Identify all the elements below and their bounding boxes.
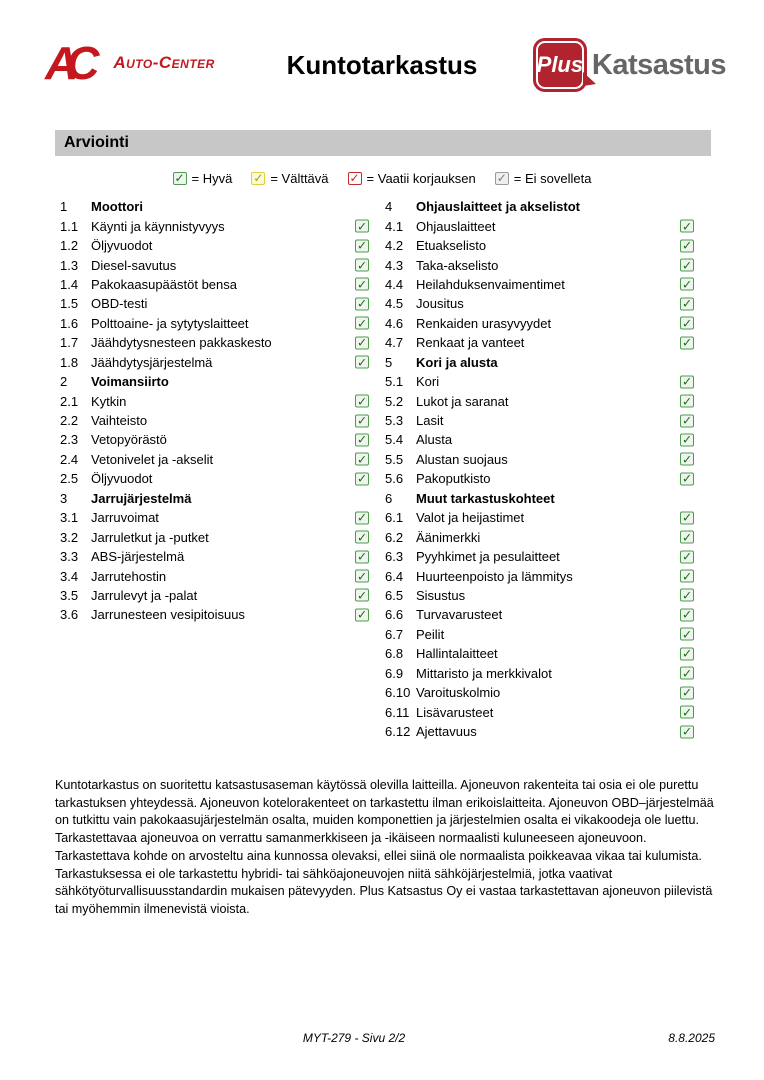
item-label: Öljyvuodot <box>91 238 153 254</box>
item-number: 4 <box>385 199 393 215</box>
item-number: 1.2 <box>60 238 79 254</box>
item-label: Heilahduksenvaimentimet <box>416 276 565 292</box>
item-number: 6.9 <box>385 665 404 681</box>
plus-badge-text: Plus <box>536 52 584 77</box>
item-number: 3 <box>60 490 68 506</box>
item-label: Jäähdytysnesteen pakkaskesto <box>91 335 272 351</box>
item-number: 1.4 <box>60 276 79 292</box>
checklist-item-row <box>385 683 707 702</box>
item-label: Vetonivelet ja -akselit <box>91 451 214 467</box>
item-number: 4.2 <box>385 238 404 254</box>
item-label: Renkaat ja vanteet <box>416 335 525 351</box>
good-check-icon: ✓ <box>681 530 693 545</box>
repair-check-icon: ✓ <box>349 171 360 185</box>
good-check-icon: ✓ <box>356 530 368 545</box>
checklist-item-row <box>60 314 382 333</box>
item-label: Ohjauslaitteet <box>416 218 496 234</box>
good-check-icon: ✓ <box>356 238 368 253</box>
item-label: Taka-akselisto <box>416 257 499 273</box>
checklist-item-row <box>60 605 382 624</box>
item-number: 6.12 <box>385 724 411 740</box>
checklist-item-row <box>385 702 707 721</box>
section-header-row <box>60 197 382 216</box>
item-label: Jarruvoimat <box>91 510 159 526</box>
checklist-item-row <box>385 314 707 333</box>
item-label: Jarrujärjestelmä <box>91 490 192 506</box>
item-number: 4.6 <box>385 315 404 331</box>
good-check-icon: ✓ <box>356 413 368 428</box>
item-number: 6.2 <box>385 529 404 545</box>
item-label: Pyyhkimet ja pesulaitteet <box>416 549 560 565</box>
item-number: 6.4 <box>385 568 404 584</box>
good-check-icon: ✓ <box>356 471 368 486</box>
legend-label: = Hyvä <box>191 170 233 186</box>
item-number: 1.8 <box>60 354 79 370</box>
good-check-icon: ✓ <box>681 316 693 331</box>
item-label: Jarrulevyt ja -palat <box>91 587 198 603</box>
good-check-icon: ✓ <box>681 452 693 467</box>
legend-item <box>348 171 476 186</box>
good-check-icon: ✓ <box>356 452 368 467</box>
item-number: 2 <box>60 374 68 390</box>
footer-date: 8.8.2025 <box>668 1031 715 1045</box>
good-check-icon: ✓ <box>681 394 693 409</box>
item-label: Sisustus <box>416 587 466 603</box>
item-label: Vetopyörästö <box>91 432 167 448</box>
legend <box>0 169 764 187</box>
item-number: 6.11 <box>385 704 410 720</box>
footer-doc-ref: MYT-279 - Sivu 2/2 <box>302 1031 406 1045</box>
checklist-item-row <box>385 411 707 430</box>
checklist-item-row <box>385 216 707 235</box>
legend-item <box>495 171 592 186</box>
item-number: 1.6 <box>60 315 79 331</box>
item-label: ABS-järjestelmä <box>91 549 185 565</box>
checklist-item-row <box>385 586 707 605</box>
item-number: 2.3 <box>60 432 79 448</box>
item-number: 3.2 <box>60 529 79 545</box>
good-check-icon: ✓ <box>681 374 693 389</box>
legend-item <box>251 171 328 186</box>
item-label: Etuakselisto <box>416 238 487 254</box>
arviointi-section-bar <box>55 130 711 156</box>
checklist-item-row <box>385 255 707 274</box>
item-number: 4.4 <box>385 276 404 292</box>
good-check-icon: ✓ <box>356 394 368 409</box>
good-check-icon: ✓ <box>681 549 693 564</box>
good-check-icon: ✓ <box>681 646 693 661</box>
checklist-item-row <box>60 333 382 352</box>
item-number: 6.3 <box>385 549 404 565</box>
item-number: 6.6 <box>385 607 404 623</box>
plus-katsastus-logo <box>533 38 726 92</box>
legend-item <box>173 171 233 186</box>
item-number: 3.5 <box>60 587 79 603</box>
good-check-icon: ✓ <box>681 238 693 253</box>
good-check-icon: ✓ <box>681 296 693 311</box>
item-label: Äänimerkki <box>416 529 481 545</box>
checklist-item-row <box>60 275 382 294</box>
item-label: Alusta <box>416 432 453 448</box>
item-number: 4.1 <box>385 218 404 234</box>
checklist-item-row <box>385 275 707 294</box>
item-label: Peilit <box>416 626 445 642</box>
checklist-item-row <box>60 353 382 372</box>
good-check-icon: ✓ <box>681 569 693 584</box>
disclaimer-text: Kuntotarkastus on suoritettu katsastusaseman käytössä olevilla laitteilla. Ajoneuvon rakenteita tai osia ei ole purettu tarkastuksen yhteydessä. Ajoneuvon kotelorakenteet on tarkastettu ilman erikoislaitteita. Ajoneuvon OBD–järjestelmää on tutkittu vain pakokaasujärjestelmän osalta, muiden komponettien ja järjestelmien osalta ei vikakoodeja ole luettu. Tarkastettavaa ajoneuvoa on verrattu samanmerkkiseen ja -ikäiseen normaalisti kuluneeseen ajoneuvoon. Tarkastettava kohde on arvosteltu aina kunnossa olevaksi, ellei siinä ole normaalista poikkeavaa vikaa tai kulumista. Tarkastuksessa ei ole tarkastettu hybridi- tai sähköajoneuvojen niitä sähköjärjestelmiä, jotka vaativat sähkötyöturvallisuusstandardin mukaisen pätevyyden. Plus Katsastus Oy ei vastaa tarkastettavan ajoneuvon piilevistä tai myöhemmin ilmenevistä vioista. <box>55 778 714 916</box>
item-label: Pakoputkisto <box>416 471 491 487</box>
item-number: 1.3 <box>60 257 79 273</box>
section-header-row <box>60 489 382 508</box>
item-label: Kori ja alusta <box>416 354 498 370</box>
good-check-icon: ✓ <box>681 705 693 720</box>
good-check-icon: ✓ <box>356 258 368 273</box>
item-label: Jousitus <box>416 296 464 312</box>
item-number: 2.5 <box>60 471 79 487</box>
item-label: Huurteenpoisto ja lämmitys <box>416 568 573 584</box>
legend-label: = Välttävä <box>270 170 329 186</box>
item-label: Alustan suojaus <box>416 451 508 467</box>
item-label: Kori <box>416 374 440 390</box>
plus-badge-icon <box>533 38 587 92</box>
good-check-icon: ✓ <box>356 355 368 370</box>
checklist-item-row <box>385 333 707 352</box>
good-check-icon: ✓ <box>681 627 693 642</box>
item-number: 3.4 <box>60 568 79 584</box>
checklist-item-row <box>60 391 382 410</box>
checklist-item-row <box>60 527 382 546</box>
item-number: 2.2 <box>60 413 79 429</box>
good-check-icon: ✓ <box>356 510 368 525</box>
item-label: Lukot ja saranat <box>416 393 509 409</box>
checklist-item-row <box>60 547 382 566</box>
item-label: Jarrunesteen vesipitoisuus <box>91 607 245 623</box>
checklist-item-row <box>385 547 707 566</box>
item-label: Jarruletkut ja -putket <box>91 529 209 545</box>
item-number: 2.4 <box>60 451 79 467</box>
item-label: Valot ja heijastimet <box>416 510 525 526</box>
item-label: Lisävarusteet <box>416 704 494 720</box>
good-check-icon: ✓ <box>681 685 693 700</box>
good-check-icon: ✓ <box>681 258 693 273</box>
checklist-item-row <box>385 664 707 683</box>
checklist-item-row <box>60 255 382 274</box>
section-header-row <box>60 372 382 391</box>
good-check-icon: ✓ <box>356 335 368 350</box>
item-number: 5 <box>385 354 393 370</box>
checklist-item-row <box>385 566 707 585</box>
good-check-icon: ✓ <box>356 588 368 603</box>
good-check-icon: ✓ <box>356 569 368 584</box>
item-label: Varoituskolmio <box>416 685 501 701</box>
checklist-column-2 <box>385 197 707 741</box>
checklist-item-row <box>60 450 382 469</box>
checklist-item-row <box>60 508 382 527</box>
section-header-row <box>385 197 707 216</box>
item-label: Käynti ja käynnistyvyys <box>91 218 225 234</box>
checklist-item-row <box>385 236 707 255</box>
item-label: Kytkin <box>91 393 127 409</box>
checklist-item-row <box>385 508 707 527</box>
good-check-icon: ✓ <box>356 316 368 331</box>
section-header-row <box>385 353 707 372</box>
item-number: 5.4 <box>385 432 404 448</box>
item-number: 1.7 <box>60 335 79 351</box>
checklist-item-row <box>385 527 707 546</box>
item-number: 5.3 <box>385 413 404 429</box>
item-label: Jäähdytysjärjestelmä <box>91 354 213 370</box>
item-label: Öljyvuodot <box>91 471 153 487</box>
item-number: 4.5 <box>385 296 404 312</box>
good-check-icon: ✓ <box>356 219 368 234</box>
item-number: 2.1 <box>60 393 79 409</box>
legend-label: = Ei sovelleta <box>513 170 592 186</box>
item-label: Muut tarkastuskohteet <box>416 490 555 506</box>
item-label: Hallintalaitteet <box>416 646 498 662</box>
checklist-item-row <box>60 216 382 235</box>
good-check-icon: ✓ <box>681 335 693 350</box>
good-check-icon: ✓ <box>356 607 368 622</box>
checklist-item-row <box>385 469 707 488</box>
item-number: 1 <box>60 199 68 215</box>
section-header-row <box>385 489 707 508</box>
item-number: 3.3 <box>60 549 79 565</box>
good-check-icon: ✓ <box>681 588 693 603</box>
item-number: 6 <box>385 490 393 506</box>
item-number: 4.7 <box>385 335 404 351</box>
good-check-icon: ✓ <box>356 296 368 311</box>
item-label: Ohjauslaitteet ja akselistot <box>416 199 581 215</box>
item-label: Diesel-savutus <box>91 257 177 273</box>
good-check-icon: ✓ <box>681 666 693 681</box>
good-check-icon: ✓ <box>174 171 185 185</box>
checklist-item-row <box>60 294 382 313</box>
item-number: 5.6 <box>385 471 404 487</box>
checklist-item-row <box>385 625 707 644</box>
checklist-column-1 <box>60 197 382 625</box>
item-label: Voimansiirto <box>91 374 169 390</box>
item-number: 6.7 <box>385 626 404 642</box>
checklist-item-row <box>385 644 707 663</box>
katsastus-logo-text: Katsastus <box>591 48 726 81</box>
item-number: 6.10 <box>385 685 411 701</box>
page-title: Kuntotarkastus <box>286 50 478 80</box>
checklist-item-row <box>60 586 382 605</box>
item-number: 6.5 <box>385 587 404 603</box>
item-number: 6.8 <box>385 646 404 662</box>
item-number: 5.5 <box>385 451 404 467</box>
item-number: 1.1 <box>60 218 79 234</box>
checklist-item-row <box>385 391 707 410</box>
section-bar-title: Arviointi <box>64 134 129 151</box>
good-check-icon: ✓ <box>356 549 368 564</box>
good-check-icon: ✓ <box>681 607 693 622</box>
item-label: Moottori <box>91 199 143 215</box>
item-label: Mittaristo ja merkkivalot <box>416 665 552 681</box>
item-label: Lasit <box>416 413 444 429</box>
good-check-icon: ✓ <box>681 510 693 525</box>
good-check-icon: ✓ <box>681 277 693 292</box>
checklist-item-row <box>60 566 382 585</box>
checklist-item-row <box>385 605 707 624</box>
checklist-item-row <box>60 430 382 449</box>
checklist-item-row <box>60 236 382 255</box>
item-label: Turvavarusteet <box>416 607 503 623</box>
item-number: 3.1 <box>60 510 79 526</box>
item-number: 6.1 <box>385 510 404 526</box>
item-number: 4.3 <box>385 257 404 273</box>
item-number: 5.1 <box>385 374 404 390</box>
checklist-item-row <box>385 450 707 469</box>
item-number: 3.6 <box>60 607 79 623</box>
legend-label: = Vaatii korjauksen <box>366 170 476 186</box>
item-label: Pakokaasupäästöt bensa <box>91 276 237 292</box>
good-check-icon: ✓ <box>356 432 368 447</box>
checklist-item-row <box>60 411 382 430</box>
good-check-icon: ✓ <box>681 471 693 486</box>
auto-center-logo-text: Auto-Center <box>113 53 215 72</box>
ac-logo-icon: AC <box>45 37 88 89</box>
good-check-icon: ✓ <box>681 219 693 234</box>
good-check-icon: ✓ <box>681 432 693 447</box>
checklist-item-row <box>385 372 707 391</box>
footer <box>0 1031 764 1047</box>
item-number: 5.2 <box>385 393 404 409</box>
good-check-icon: ✓ <box>681 413 693 428</box>
item-label: Ajettavuus <box>416 724 477 740</box>
na-check-icon: ✓ <box>496 171 507 185</box>
item-label: OBD-testi <box>91 296 148 312</box>
item-label: Jarrutehostin <box>91 568 167 584</box>
fair-check-icon: ✓ <box>253 171 264 185</box>
item-number: 1.5 <box>60 296 79 312</box>
checklist-item-row <box>60 469 382 488</box>
item-label: Renkaiden urasyvyydet <box>416 315 552 331</box>
item-label: Polttoaine- ja sytytyslaitteet <box>91 315 249 331</box>
checklist-item-row <box>385 722 707 741</box>
good-check-icon: ✓ <box>681 724 693 739</box>
item-label: Vaihteisto <box>91 413 148 429</box>
checklist-item-row <box>385 294 707 313</box>
good-check-icon: ✓ <box>356 277 368 292</box>
checklist-item-row <box>385 430 707 449</box>
